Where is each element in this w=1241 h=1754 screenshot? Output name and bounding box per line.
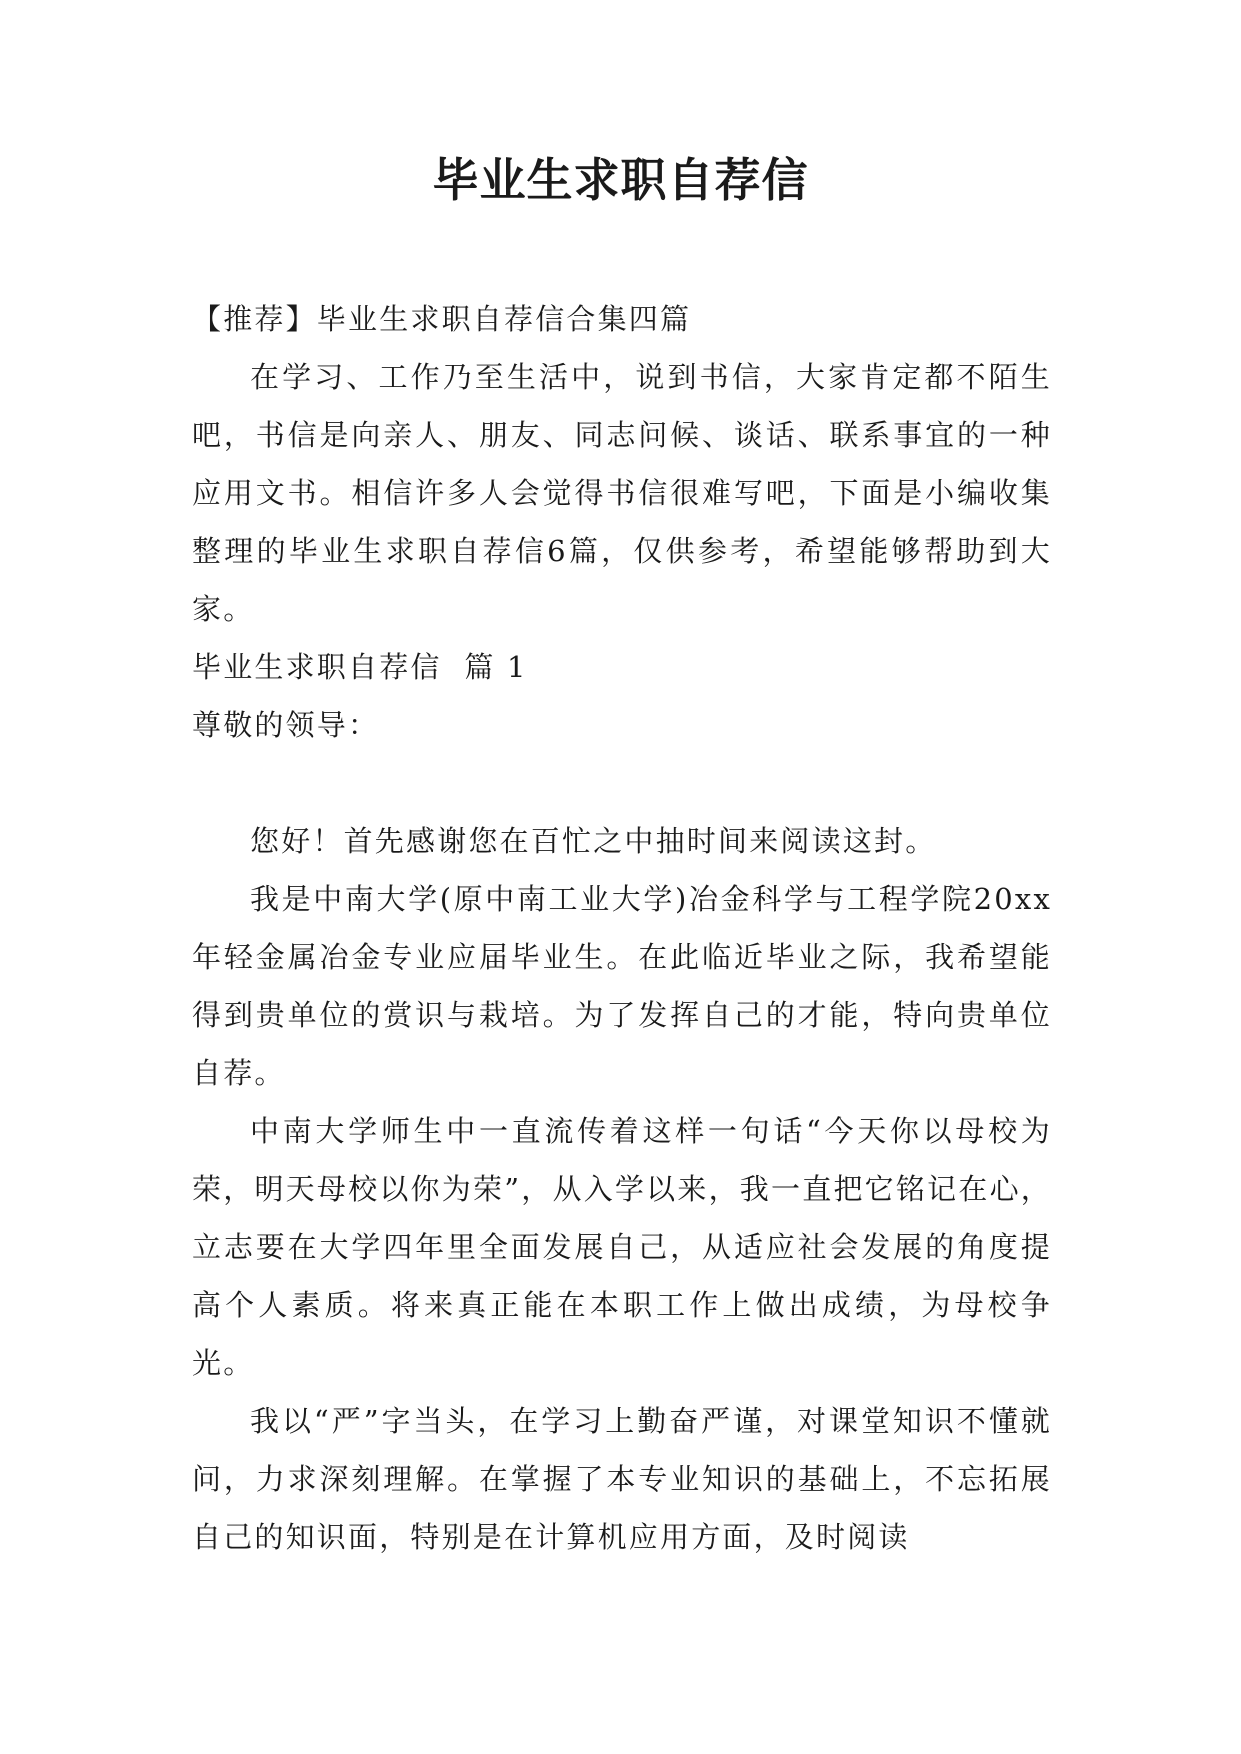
blank-line [192,754,1052,812]
document-subtitle: 【推荐】毕业生求职自荐信合集四篇 [192,302,692,336]
letter-paragraph: 您好！首先感谢您在百忙之中抽时间来阅读这封。 [250,824,937,858]
salutation: 尊敬的领导： [192,708,380,742]
letter-paragraph: 我以“严”字当头，在学习上勤奋严谨，对课堂知识不懂就问，力求深刻理解。在掌握了本专业知识的基础上，不忘拓展自己的知识面，特别是在计算机应用方面，及时阅读 [192,1404,1052,1554]
letter-paragraph: 我是中南大学(原中南工业大学)冶金科学与工程学院20xx年轻金属冶金专业应届毕业生。在此临近毕业之际，我希望能得到贵单位的赏识与栽培。为了发挥自己的才能，特向贵单位自荐。 [192,882,1052,1090]
intro-paragraph: 在学习、工作乃至生活中，说到书信，大家肯定都不陌生吧，书信是向亲人、朋友、同志问候、谈话、联系事宜的一种应用文书。相信许多人会觉得书信很难写吧，下面是小编收集整理的毕业生求职自荐信6篇，仅供参考，希望能够帮助到大家。 [192,360,1052,626]
document-body [192,290,1052,1566]
document-title: 毕业生求职自荐信 [432,153,809,207]
letter-paragraph: 中南大学师生中一直流传着这样一句话“今天你以母校为荣，明天母校以你为荣”，从入学以来，我一直把它铭记在心，立志要在大学四年里全面发展自己，从适应社会发展的角度提高个人素质。将来真正能在本职工作上做出成绩，为母校争光。 [192,1114,1052,1380]
section-heading: 毕业生求职自荐信 篇 1 [192,650,528,684]
